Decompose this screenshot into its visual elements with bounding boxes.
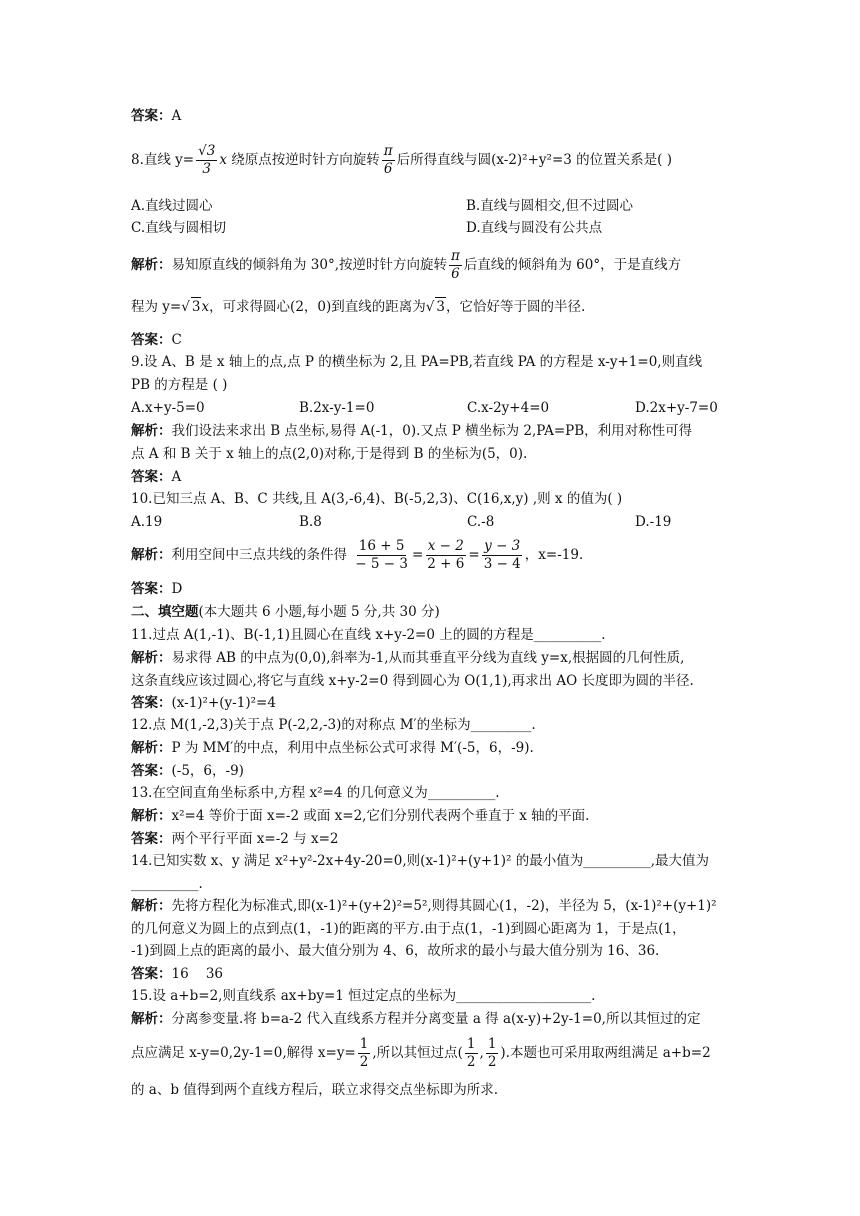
option-a: A.x+y-5=0 xyxy=(131,400,205,416)
section-title: 二、填空题 xyxy=(131,604,199,620)
answer-label: 答案： xyxy=(131,108,172,124)
analysis-text: 先将方程化为标准式,即(x-1)²+(y+2)²=5²,则得其圆心(1，-2)，半径为 5，(x-1)²+(y+1)² xyxy=(171,898,717,914)
q13-stem: 13.在空间直角坐标系中,方程 x²=4 的几何意义为__________. xyxy=(131,785,500,801)
analysis-label: 解析： xyxy=(131,1011,172,1027)
fraction xyxy=(353,538,410,573)
q8-stem-mid: 绕原点按逆时针方向旋转 xyxy=(231,152,380,168)
q15-stem: 15.设 a+b=2,则直线系 ax+by=1 恒过定点的坐标为____________________. xyxy=(131,988,596,1004)
q15-analysis-line3: 的 a、b 值得到两个直线方程后，联立求得交点坐标即为所求. xyxy=(131,1082,499,1098)
answer-label: 答案： xyxy=(131,763,172,779)
fraction-denominator: 3 − 4 xyxy=(483,556,521,572)
q9-options xyxy=(131,399,742,417)
answer-value: (-5，6，-9) xyxy=(171,763,244,779)
option-c: C.-8 xyxy=(467,514,495,530)
q9-answer xyxy=(131,468,742,486)
fraction-denominator: 2 + 6 xyxy=(427,556,465,572)
answer-value: A xyxy=(171,108,182,124)
option-d: D.-19 xyxy=(635,514,672,530)
q9-stem-line1: 9.设 A、B 是 x 轴上的点,点 P 的横坐标为 2,且 PA=PB,若直线 PA 的方程是 x-y+1=0,则直线 xyxy=(131,354,703,370)
analysis-text: ).本题也可采用取两组满足 a+b=2 xyxy=(500,1045,711,1061)
q14-analysis-line3: -1)到圆上点的距离的最小、最大值分别为 4、6，故所求的最小与最大值分别为 16、36. xyxy=(131,943,660,959)
q8-stem-pre: 8.直线 y= xyxy=(131,152,195,168)
q10-options xyxy=(131,513,742,531)
answer-label: 答案： xyxy=(131,581,172,597)
q12-analysis xyxy=(131,739,742,757)
fraction xyxy=(382,143,395,178)
analysis-text: x²=4 等价于面 x=-2 或面 x=2,它们分别代表两个垂直于 x 轴的平面. xyxy=(171,808,590,824)
q8-answer xyxy=(131,331,742,349)
analysis-text: 易知原直线的倾斜角为 30°,按逆时针方向旋转 xyxy=(171,257,448,273)
fraction-denominator: 2 xyxy=(359,1054,369,1070)
q10-answer xyxy=(131,580,742,598)
option-d: D.直线与圆没有公共点 xyxy=(466,220,603,236)
analysis-label: 解析： xyxy=(131,257,172,273)
fraction xyxy=(449,248,462,283)
answer-value: 两个平行平面 x=-2 与 x=2 xyxy=(171,831,339,847)
option-c: C.x-2y+4=0 xyxy=(467,400,550,416)
sqrt-sign: √ xyxy=(425,299,435,315)
fraction-numerator: y − 3 xyxy=(484,538,521,554)
analysis-text: 分离参变量.将 b=a-2 代入直线系方程并分离变量 a 得 a(x-y)+2y-1=0,所以其恒过的定 xyxy=(171,1011,701,1027)
analysis-text: 利用空间中三点共线的条件得 xyxy=(171,547,347,563)
q11-analysis-line1 xyxy=(131,649,742,667)
q9-analysis-line1 xyxy=(131,422,742,440)
q15-analysis-line2 xyxy=(131,1033,742,1073)
q14-analysis-line2: 的几何意义为圆上的点到点(1，-1)的距离的平方.由于点(1，-1)到圆心距离为 1，于是点(1， xyxy=(131,921,686,937)
q11-stem: 11.过点 A(1,-1)、B(-1,1)且圆心在直线 x+y-2=0 上的圆的方程是__________. xyxy=(131,627,606,643)
q11-analysis-line2: 这条直线应该过圆心,将它与直线 x+y-2=0 得到圆心为 O(1,1),再求出 AO 长度即为圆的半径. xyxy=(131,673,694,689)
fraction-numerator: 1 xyxy=(359,1036,369,1052)
fraction-denominator: 3 xyxy=(202,161,212,177)
q11-answer xyxy=(131,694,742,712)
analysis-text: ,所以其恒过点( xyxy=(372,1045,463,1061)
q8-stem xyxy=(131,140,742,180)
option-b: B.8 xyxy=(299,514,322,530)
fraction-denominator: 2 xyxy=(466,1054,476,1070)
q10-stem: 10.已知三点 A、B、C 共线,且 A(3,-6,4)、B(-5,2,3)、C(16,x,y) ,则 x 的值为( ) xyxy=(131,491,623,507)
answer-label: 答案： xyxy=(131,332,172,348)
q8-options-row1 xyxy=(131,197,742,215)
q14-analysis-line1 xyxy=(131,897,742,915)
answer-label: 答案： xyxy=(131,831,172,847)
analysis-text: ，它恰好等于圆的半径. xyxy=(445,299,586,315)
analysis-text: 后直线的倾斜角为 60°，于是直线方 xyxy=(463,257,682,273)
q9-analysis-line2: 点 A 和 B 关于 x 轴上的点(2,0)对称,于是得到 B 的坐标为(5，0). xyxy=(131,446,528,462)
fraction-numerator: 1 xyxy=(466,1036,476,1052)
section-note: (本大题共 6 小题,每小题 5 分,共 30 分) xyxy=(198,604,440,620)
sqrt-sign: √ xyxy=(181,299,190,315)
q13-analysis xyxy=(131,807,742,825)
fraction xyxy=(465,1036,478,1071)
analysis-text: ，x=-19. xyxy=(524,547,584,563)
analysis-text: P 为 MM′的中点，利用中点坐标公式可求得 M′(-5，6，-9). xyxy=(171,740,534,756)
analysis-text: 程为 y= xyxy=(131,299,182,315)
radicand: 3 xyxy=(436,299,445,315)
option-a: A.19 xyxy=(131,514,163,530)
fraction-denominator: 6 xyxy=(383,161,393,177)
answer-value: C xyxy=(171,332,182,348)
q12-answer xyxy=(131,762,742,780)
analysis-label: 解析： xyxy=(131,898,172,914)
answer-value: A xyxy=(171,469,182,485)
analysis-text: ，可求得圆心(2，0)到直线的距离为 xyxy=(209,299,426,315)
answer-value: (x-1)²+(y-1)²=4 xyxy=(171,695,276,711)
analysis-text: 点应满足 x-y=0,2y-1=0,解得 x=y= xyxy=(131,1045,356,1061)
answer-label: 答案： xyxy=(131,695,172,711)
q14-stem-line2: __________. xyxy=(131,876,203,892)
q10-analysis: 解析：利用空间中三点共线的条件得 $\frac{16 + 5}{- 5 - 3}$ = $\frac{x - 2}{2 + 6}$ = $\frac{y - 3}{3 - 4}$ ，x=-19. xyxy=(131,538,584,572)
q8-options-row2 xyxy=(131,219,742,237)
fraction-numerator: π xyxy=(451,248,460,264)
fraction xyxy=(482,538,523,573)
analysis-label: 解析： xyxy=(131,423,172,439)
q9-stem-line2: PB 的方程是 ( ) xyxy=(131,377,228,393)
q14-stem-line1: 14.已知实数 x、y 满足 x²+y²-2x+4y-20=0,则(x-1)²+(y+1)² 的最小值为__________,最大值为 xyxy=(131,853,710,869)
q15-analysis-line1 xyxy=(131,1010,742,1028)
fraction xyxy=(358,1036,371,1071)
fraction-numerator: x − 2 xyxy=(427,538,464,554)
q14-answer xyxy=(131,965,742,983)
variable-x: x xyxy=(219,152,227,168)
answer-label: 答案： xyxy=(131,966,172,982)
analysis-label: 解析： xyxy=(131,547,172,563)
q8-analysis-line2 xyxy=(131,297,742,316)
analysis-label: 解析： xyxy=(131,808,172,824)
fraction-denominator: 2 xyxy=(487,1054,497,1070)
variable-x: x xyxy=(201,299,210,315)
fraction-denominator: 6 xyxy=(451,266,460,282)
analysis-label: 解析： xyxy=(131,740,172,756)
fraction-numerator: √3 xyxy=(198,143,216,159)
option-b: B.直线与圆相交,但不过圆心 xyxy=(466,198,634,214)
q7-answer xyxy=(131,107,742,125)
analysis-text: 我们设法来求出 B 点坐标,易得 A(-1，0).又点 P 横坐标为 2,PA=PB，利用对称性可得 xyxy=(171,423,693,439)
q12-stem: 12.点 M(1,-2,3)关于点 P(-2,2,-3)的对称点 M′的坐标为_________. xyxy=(131,717,536,733)
answer-value: D xyxy=(171,581,183,597)
option-c: C.直线与圆相切 xyxy=(131,220,227,236)
analysis-label: 解析： xyxy=(131,650,172,666)
q8-stem-post: 后所得直线与圆(x-2)²+y²=3 的位置关系是( ) xyxy=(396,152,672,168)
option-b: B.2x-y-1=0 xyxy=(299,400,375,416)
fraction-numerator: 16 + 5 xyxy=(358,538,405,554)
answer-value: 16 36 xyxy=(171,966,224,982)
answer-label: 答案： xyxy=(131,469,172,485)
fraction-numerator: 1 xyxy=(487,1036,497,1052)
radicand: 3 xyxy=(191,299,201,315)
fraction-numerator: π xyxy=(383,143,393,159)
option-a: A.直线过圆心 xyxy=(131,198,213,214)
option-d: D.2x+y-7=0 xyxy=(635,400,718,416)
separator: , xyxy=(479,1045,484,1061)
section-heading xyxy=(131,603,742,621)
q13-answer xyxy=(131,830,742,848)
fraction xyxy=(486,1036,499,1071)
fraction xyxy=(425,538,466,573)
fraction-denominator: − 5 − 3 xyxy=(355,556,408,572)
fraction xyxy=(196,143,217,178)
q8-analysis-line1 xyxy=(131,247,742,283)
analysis-text: 易求得 AB 的中点为(0,0),斜率为-1,从而其垂直平分线为直线 y=x,根据圆的几何性质, xyxy=(171,650,685,666)
